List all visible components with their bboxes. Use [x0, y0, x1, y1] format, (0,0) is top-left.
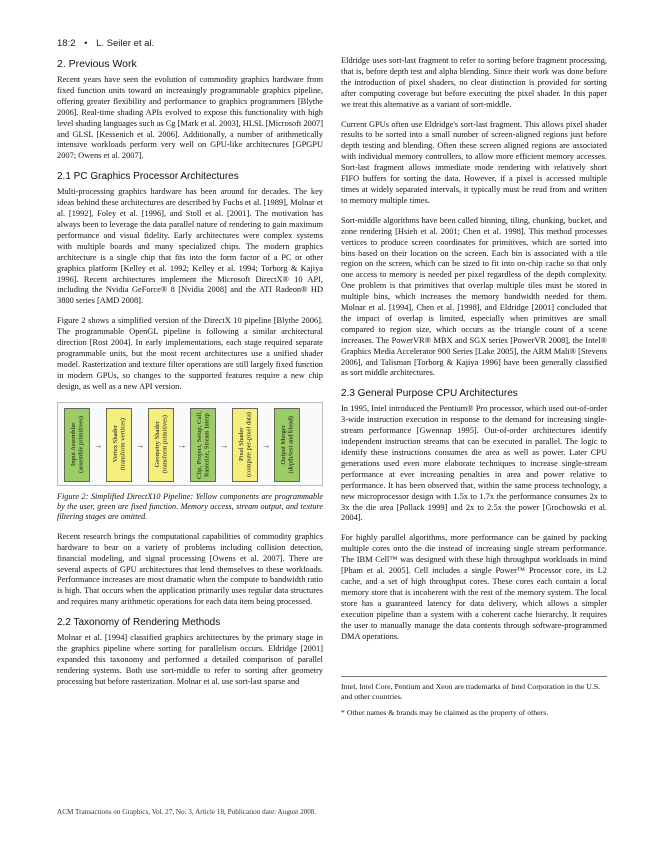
paragraph: For highly parallel algorithms, more performance can be gained by packing multiple cores onto the die instead of increasing single stream performance. The IBM Cell™ was designed with these high throughput workloads in mind [Pham et al. 2005]. Cell includes a single Power™ Processor core, its L2 cache, and a set of high throughput cores. These cores each contain a local memory store that is incoherent with the rest of the memory system. The local store has a guaranteed latency for data delivery, which allows a simpler execution pipeline than a system with a coherent cache hierarchy. It requires the user to manually manage the data contents through software-programmed DMA operations.	[341, 533, 607, 641]
paragraph: Recent research brings the computational capabilities of commodity graphics hardware to bear on a variety of problems including collision detection, financial modeling, and signal processing [Owens et al. 2007]. There are several aspects of GPU architectures that lend themselves to these workloads. Performance increases are most dramatic when the compute to bandwidth ratio is high. That occurs when the application primarily uses regular data structures and requires many arithmetic operations for each data item being processed.	[57, 531, 323, 607]
pipeline-arrow-icon: →	[219, 439, 229, 450]
section-heading-previous-work: 2. Previous Work	[57, 58, 137, 70]
left-column	[57, 56, 323, 697]
paragraph: Eldridge uses sort-last fragment to refer to sorting before fragment processing, that is, before depth test and alpha blending. Since their work was done before the introduction of pixel shaders, no clear distinction is provided for sorting after computing coverage but before executing the pixel shader. In this paper we treat this alternative as a variant of sort-middle.	[341, 56, 607, 109]
pipeline-stage-input-assembler: Input Assembler (assemble primitives)	[64, 408, 90, 482]
pipeline-arrow-icon: →	[177, 439, 187, 450]
footnote: Intel, Intel Core, Pentium and Xeon are trademarks of Intel Corporation in the U.S. and other countries.	[341, 682, 601, 701]
paragraph: Sort-middle algorithms have been called binning, tiling, chunking, bucket, and zone rendering [Hsieh et al. 2001; Chen et al. 1998]. This method processes vertices to produce screen coordinates for primitives, which are sorted into bins based on their location on the screen. Each bin is associated with a tile region on the screen, which can be sized to fit into on-chip cache so that only one access to memory is needed per pixel regardless of the depth complexity. One problem is that primitives that overlap multiple tiles must be stored in multiple bins, which increases the memory bandwidth needed for them. Molnar et al. [1994], Chen et al. [1998], and Eldridge [2001] concluded that the impact of overlap is limited, especially when primitives are small compared to region size, which occurs as the triangle count of a scene increases. The PowerVR® MBX and SGX series [PowerVR 2008], the Intel® Graphics Media Accelerator 900 Series [Lake 2005], the ARM Mali® [Stevens 2006], and Talisman [Torborg & Kajiya 1996] have been generally classified as sort middle architectures.	[341, 215, 607, 378]
figure-caption: Figure 2: Simplified DirectX10 Pipeline: Yellow components are programmable by the user, green are fixed function. Memory access, stream output, and texture filtering stages are omitted.	[57, 491, 323, 522]
pipeline-stage-output-merger: Output Merger (depth/test and blend)	[274, 408, 300, 482]
paragraph: In 1995, Intel introduced the Pentium® Pro processor, which used out-of-order 3-wide instruction execution in response to the demand for increasing single-stream performance [Gwennap 1995]. Out-of-order architectures identify independent instruction streams that can be executed in parallel. The logic to identify these instructions consumes die area as well as power. Later CPU generations used even more elaborate techniques to increase single-stream performance at ever increasing penalties in area and power relative to performance. It has been observed that, within the same process technology, a new microprocessor design with 1.5x to 1.7x the performance consumes 2x to 3x the die area [Pollack 1999] and 2x to 2.5x the power [Grochowski et al. 2004].	[341, 404, 607, 523]
pipeline-stage-vertex-shader: Vertex Shader (transform vertices)	[106, 408, 132, 482]
pipeline-stage-geometry-shader: Geometry Shader (transform primitives)	[148, 408, 174, 482]
right-column	[341, 56, 607, 651]
pipeline-stage-pixel-shader: Pixel Shader (compute per-pixel data)	[232, 408, 258, 482]
pipeline-stage-rasterize: Clip, Project, Setup, Cull, Rasterize, Stream Interp	[190, 408, 216, 482]
section-heading-pc-graphics: 2.1 PC Graphics Processor Architectures	[57, 171, 239, 183]
section-heading-taxonomy: 2.2 Taxonomy of Rendering Methods	[57, 617, 221, 629]
paragraph: Molnar et al. [1994] classified graphics architectures by the primary stage in the graphics pipeline where sorting for parallelism occurs. Eldridge [2001] expanded this taxonomy and performed a detailed comparison of parallel rendering systems. Both use sort-middle to refer to sorting after geometry processing but before rasterization. Molnar et al. use sort-last sparse and	[57, 633, 323, 686]
paragraph: Current GPUs often use Eldridge's sort-last fragment. This allows pixel shader results to be sorted into a small number of screen-aligned regions just before depth testing and blending. Often these screen aligned regions are associated with individual memory controllers, to allow more efficient memory accesses. Sort-last fragment allows immediate mode rendering with relatively short FIFO buffers for sorting the data. However, if a pixel is accessed multiple times at widely separated intervals, it typically must be read from and written to memory multiple times.	[341, 119, 607, 205]
section-heading-cpu-architectures: 2.3 General Purpose CPU Architectures	[341, 388, 518, 400]
page-footer: ACM Transactions on Graphics, Vol. 27, No. 3, Article 18, Publication date: August 2008.	[57, 808, 317, 816]
pipeline-figure	[57, 402, 323, 486]
running-header	[57, 38, 160, 49]
footnotes	[341, 676, 607, 724]
pipeline-arrow-icon: →	[261, 439, 271, 450]
paragraph: Recent years have seen the evolution of commodity graphics hardware from fixed function units toward an increasingly programmable graphics pipeline, offering greater flexibility and performance to graphics programmers [Blythe 2006]. Real-time shading APIs evolved to expose this functionality with high level shading languages such as Cg [Mark et al. 2003], HLSL [Microsoft 2007] and GLSL [Kessenich et al. 2006]. Additionally, a number of arithmetically intensive workloads perform very well on GPU-like architectures [GPGPU 2007; Owens et al. 2007].	[57, 75, 323, 161]
header-bullet: •	[84, 38, 88, 49]
footnote: * Other names & brands may be claimed as the property of others.	[341, 708, 549, 717]
paragraph: Figure 2 shows a simplified version of the DirectX 10 pipeline [Blythe 2006]. The programmable OpenGL pipeline is following a similar architectural direction [Rost 2004]. In early implementations, each stage required separate programmable units, but the most recent architectures use a unified shader model. Rasterization and texture filter operations are still largely fixed function in modern GPUs, so changes to the supported features require a new chip design, as well as a new API version.	[57, 316, 323, 391]
pipeline-arrow-icon: →	[93, 439, 103, 450]
pipeline-arrow-icon: →	[135, 439, 145, 450]
paragraph: Multi-processing graphics hardware has been around for decades. The key ideas behind these architectures are described by Fuchs et al. [1989], Molnar et al. [1992], Foley et al. [1996], and Stoll et al. [2001]. The motivation has always been to leverage the data parallel nature of rendering to gain maximum performance and visual fidelity. Early architectures were complex systems with multiple boards and many specialized chips. The modern graphics architecture is a single chip that fits into the form factor of a PC or other graphics platform [Kelley et al. 1992; Kelley et al. 1994; Torborg & Kajiya 1996]. Recent architectures implement the Microsoft DirectX® 10 API, including the Nvidia GeForce® 8 [Nvidia 2008] and the ATI Radeon® HD 3800 series [AMD 2008].	[57, 187, 323, 306]
page-number: 18:2	[57, 38, 76, 49]
header-authors: L. Seiler et al.	[96, 38, 155, 49]
